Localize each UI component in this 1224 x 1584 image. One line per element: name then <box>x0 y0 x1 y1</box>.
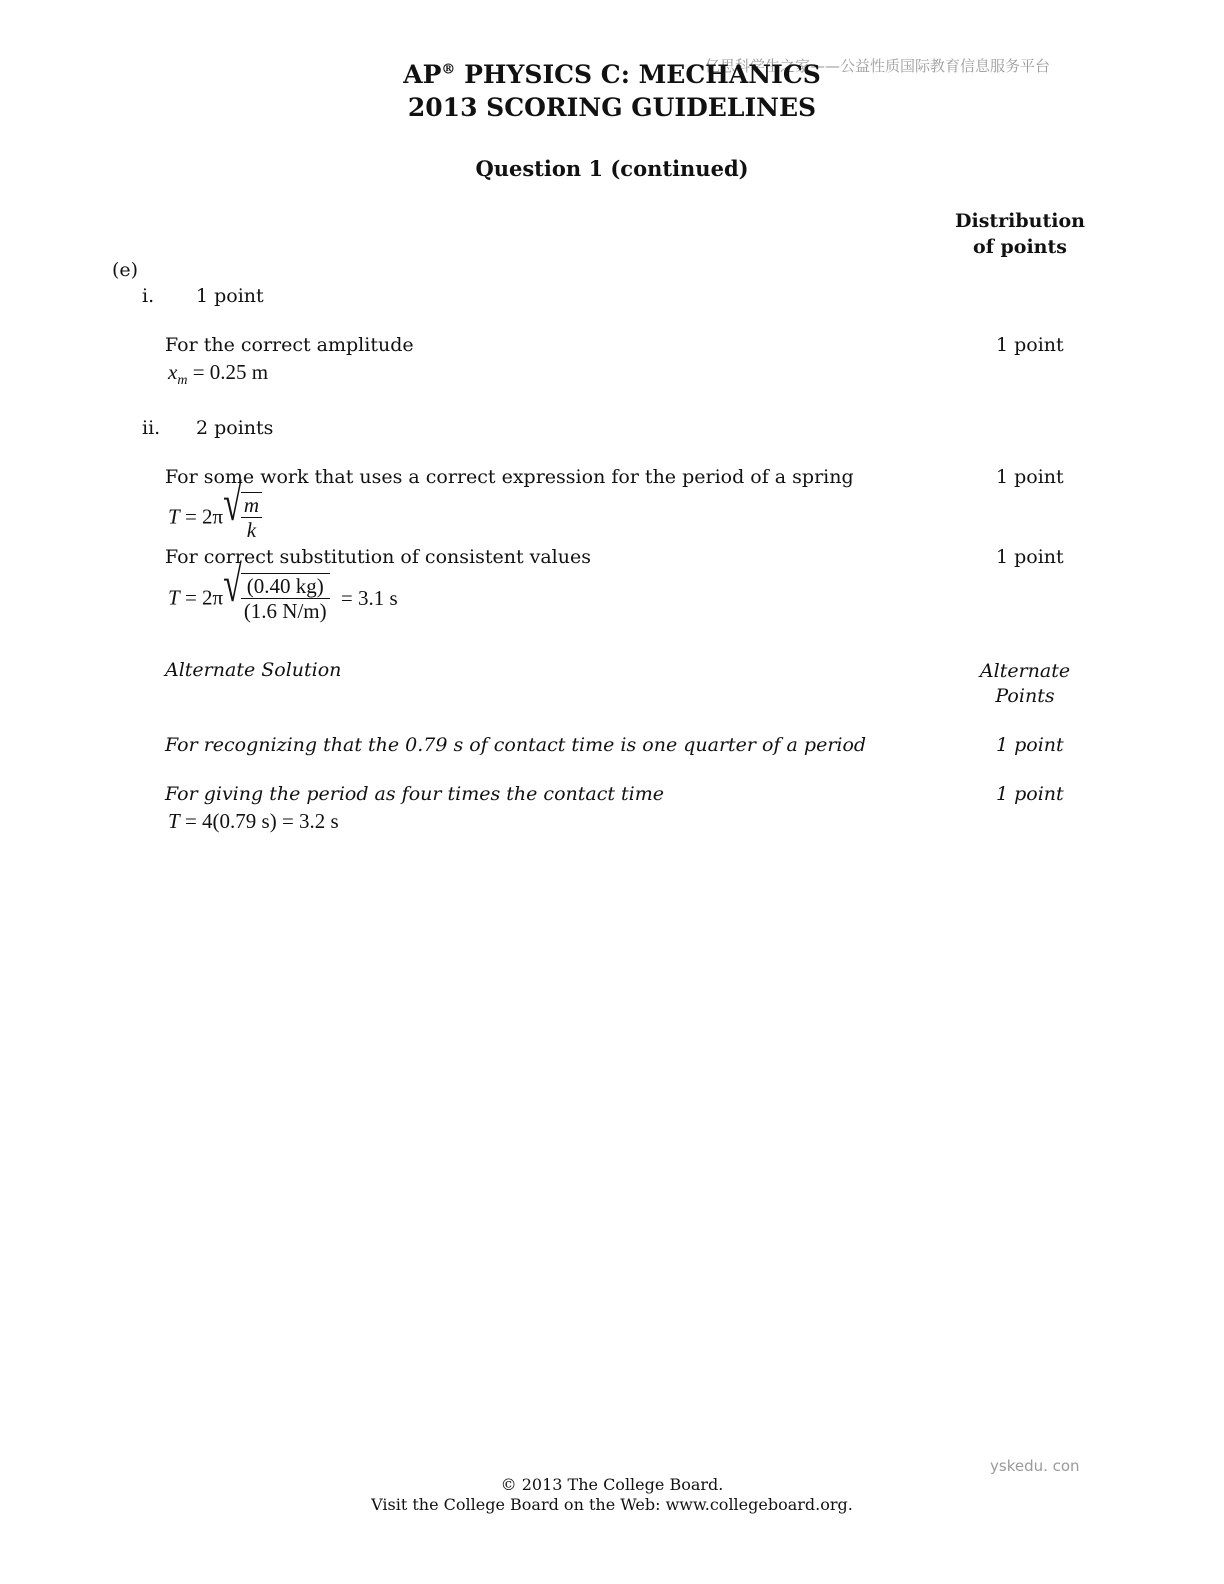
period-expression-points: 1 point <box>996 466 1064 488</box>
subpart-i-points: 1 point <box>196 285 264 307</box>
alternate-solution-label: Alternate Solution <box>165 659 342 681</box>
quarter-period-criterion: For recognizing that the 0.79 s of contact time is one quarter of a period <box>165 734 867 756</box>
watermark-bottom: yskedu. con <box>990 1457 1080 1475</box>
watermark-top: 亿思科学生之家——公益性质国际教育信息服务平台 <box>705 57 1051 75</box>
period-expression-criterion: For some work that uses a correct expression for the period of a spring <box>165 466 854 488</box>
copyright: © 2013 The College Board. <box>500 1475 724 1494</box>
period-formula: T = 2π √ $\frac{m}{k}$ <box>168 492 262 542</box>
footer-website: Visit the College Board on the Web: www.collegeboard.org. <box>371 1495 853 1514</box>
amplitude-points: 1 point <box>996 334 1064 356</box>
alternate-points-header: Alternate Points <box>979 660 1071 707</box>
sqrt-symbol: √ <box>223 476 242 532</box>
substitution-points: 1 point <box>996 546 1064 568</box>
question-heading: Question 1 (continued) <box>475 156 749 181</box>
substitution-equation: T = 2π √ $\frac{(0.40 kg)}{(1.6 N/m)}$ = 3.1 s <box>168 573 398 623</box>
subpart-i-numeral: i. <box>142 285 155 307</box>
distribution-header: Distribution of points <box>955 210 1085 258</box>
part-label: (e) <box>112 259 139 281</box>
page-subtitle: 2013 SCORING GUIDELINES <box>407 93 817 122</box>
amplitude-equation: $x_m = 0.25$ m <box>168 360 269 389</box>
page-title: AP® PHYSICS C: MECHANICS <box>403 60 821 89</box>
amplitude-criterion: For the correct amplitude <box>165 334 414 356</box>
alternate-period-equation: T = 4(0.79 s) = 3.2 s <box>168 809 339 833</box>
subpart-ii-points: 2 points <box>196 417 274 439</box>
subpart-ii-numeral: ii. <box>142 417 161 439</box>
four-times-points: 1 point <box>996 783 1064 805</box>
substitution-criterion: For correct substitution of consistent values <box>165 546 591 568</box>
sqrt-symbol: √ <box>223 557 242 613</box>
quarter-period-points: 1 point <box>996 734 1064 756</box>
registered-mark: ® <box>441 61 456 78</box>
four-times-criterion: For giving the period as four times the contact time <box>165 783 664 805</box>
